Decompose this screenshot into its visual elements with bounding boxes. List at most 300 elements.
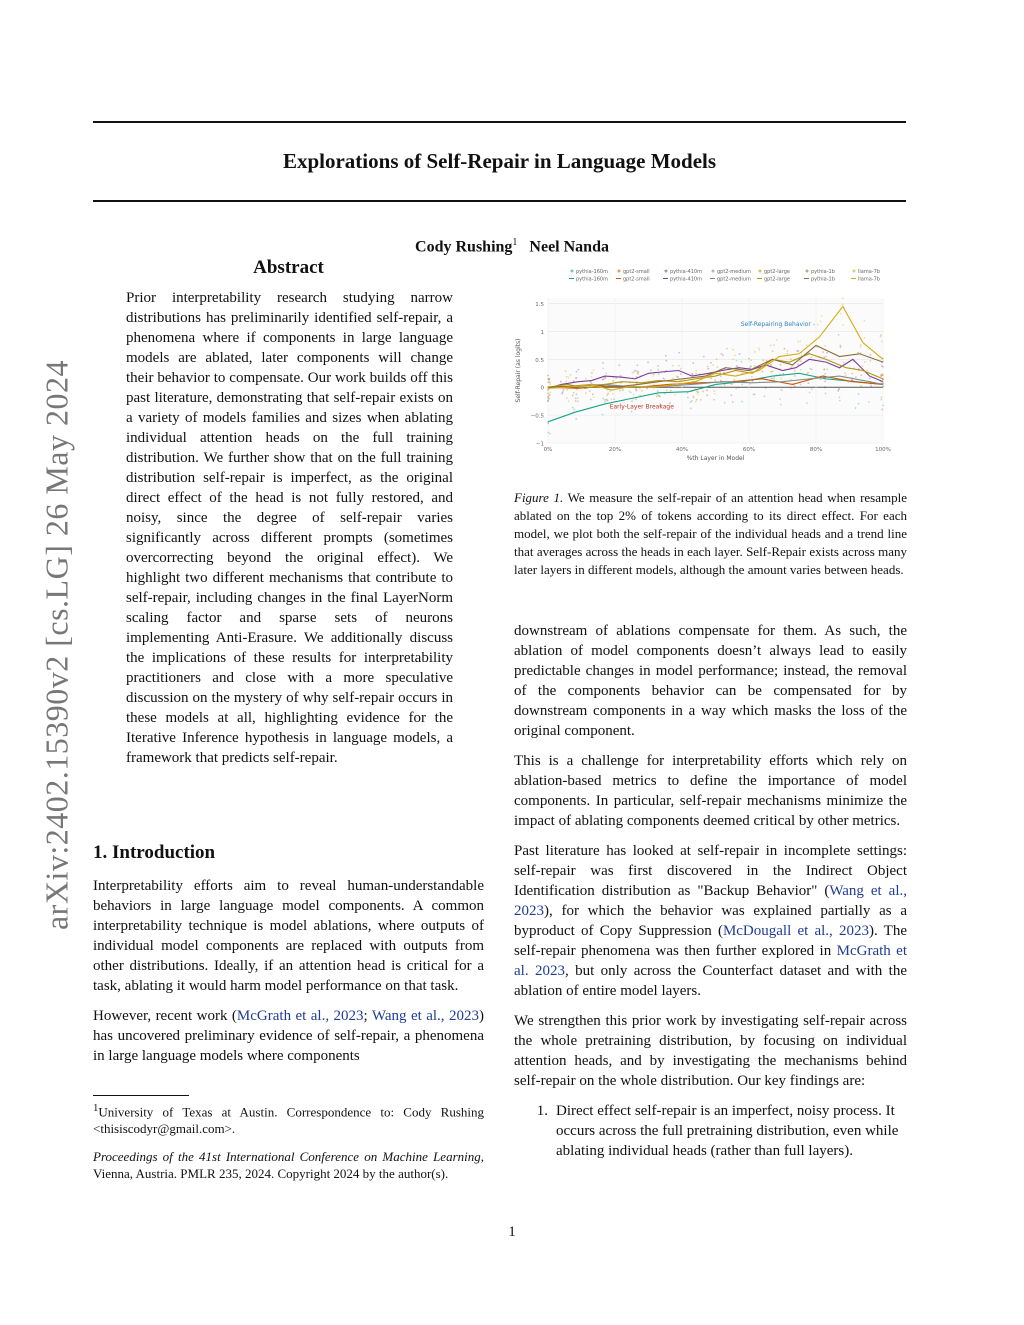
data-point [628,391,630,393]
data-point [547,432,549,434]
data-point [781,389,783,391]
data-point [565,370,567,372]
y-tick-label: −1 [535,441,544,448]
data-point [839,345,841,347]
intro-p2-text-b: ) has uncovered preliminary evidence of self-repair, a phenomena in large language models where components [93,1008,484,1064]
y-tick-label: 0 [540,385,544,392]
legend-label: gpt2-large [764,269,790,275]
data-point [787,350,789,352]
data-point [560,381,562,383]
chart-legend [569,269,880,283]
data-point [823,356,825,358]
data-point [826,368,828,370]
data-point [619,390,621,392]
data-point [609,390,611,392]
data-point [739,353,741,355]
data-point [809,392,811,394]
data-point [657,365,659,367]
data-point [780,404,782,406]
footnote-rule [93,1095,189,1096]
data-point [810,356,812,358]
data-point [568,377,570,379]
data-point [838,334,840,336]
data-point [735,387,737,389]
data-point [851,373,853,375]
data-point [687,397,689,399]
data-point [696,399,698,401]
data-point [737,386,739,388]
data-point [693,395,695,397]
data-point [860,385,862,387]
data-point [605,377,607,379]
data-point [842,324,844,326]
data-point [825,393,827,395]
data-point [864,361,866,363]
citation-wang-2[interactable]: Wang et al., 2023 [514,883,907,919]
data-point [650,369,652,371]
data-point [549,392,551,394]
legend-label: llama-7b [858,276,880,283]
data-point [765,387,767,389]
legend-marker-points [665,270,668,273]
data-point [724,402,726,404]
data-point [770,386,772,388]
data-point [572,395,574,397]
data-point [647,361,649,363]
data-point [613,398,615,400]
data-point [797,341,799,343]
data-point [857,352,859,354]
data-point [797,363,799,365]
data-point [713,386,715,388]
data-point [844,372,846,374]
footnote-mark: 1 [93,1102,99,1114]
data-point [732,358,734,360]
data-point [602,414,604,416]
data-point [633,394,635,396]
data-point [716,366,718,368]
data-point [862,365,864,367]
data-point [573,392,575,394]
legend-marker-points [759,270,762,273]
data-point [605,398,607,400]
data-point [845,374,847,376]
data-point [707,368,709,370]
data-point [575,418,577,420]
data-point [820,378,822,380]
data-point [665,355,667,357]
data-point [573,409,575,411]
intro-p2-text-a: However, recent work ( [93,1008,237,1024]
data-point [714,379,716,381]
data-point [806,344,808,346]
x-tick-label: 40% [675,447,689,453]
data-point [770,371,772,373]
data-point [741,401,743,403]
data-point [855,376,857,378]
citation-mcgrath-2[interactable]: McGrath et al. 2023 [514,943,907,979]
data-point [607,392,609,394]
data-point [837,390,839,392]
data-point [824,345,826,347]
data-point [880,399,882,401]
data-point [548,399,550,401]
data-point [634,370,636,372]
data-point [566,389,568,391]
data-point [799,340,801,342]
findings-list-item-1 [514,1101,907,1161]
data-point [732,349,734,351]
data-point [770,377,772,379]
data-point [761,371,763,373]
data-point [715,387,717,389]
data-point [702,391,704,393]
legend-label: pythia-1b [811,276,835,283]
data-point [780,364,782,366]
data-point [665,360,667,362]
data-point [549,433,551,435]
data-point [575,398,577,400]
data-point [695,401,697,403]
author-2: Neel Nanda [529,238,609,256]
legend-label: gpt2-medium [717,269,751,275]
data-point [592,393,594,395]
data-point [610,398,612,400]
caption-text: We measure the self-repair of an attention head when resample ablated on the top 2% of tokens according to its direct effect. For each model, we plot both the self-repair of the individual heads and a trend line that averages across the heads in each layer. Self-Repair exists across many later layers in different models, although the amount varies between heads. [514,490,907,577]
legend-label: gpt2-medium [717,276,751,283]
data-point [811,388,813,390]
intro-paragraph-1: Interpretability efforts aim to reveal human-understandable behaviors in large language model components. A common interpretability technique is model ablations, where outputs of individual model components are replaced with outputs from other distributions. Ideally, if an attention head is critical for a task, ablating it would harm model performance on that task. [93,878,484,994]
data-point [578,369,580,371]
data-point [726,348,728,350]
proceedings-rest: , Vienna, Austria. PMLR 235, 2024. Copyright 2024 by the author(s). [93,1149,484,1181]
data-point [860,346,862,348]
data-point [800,360,802,362]
chart-annotation: Early-Layer Breakage [609,403,674,411]
data-point [713,390,715,392]
data-point [822,351,824,353]
title-bottom-rule [93,200,906,202]
data-point [824,381,826,383]
data-point [786,353,788,355]
data-point [880,334,882,336]
data-point [858,393,860,395]
right-p3-text-a: Past literature has looked at self-repair in incomplete settings: self-repair was first discovered in the Indirect Object Identification distribution as "Backup Behavior" ( [514,843,907,899]
data-point [663,377,665,379]
data-point [861,374,863,376]
data-point [779,398,781,400]
data-point [783,348,785,350]
data-point [809,368,811,370]
data-point [695,370,697,372]
data-point [720,376,722,378]
right-paragraph-2: This is a challenge for interpretability efforts which rely on ablation-based metrics to define the importance of model components. In particular, self-repair mechanisms minimize the impact of ablating components deemed critical by other metrics. [514,753,907,829]
data-point [855,407,857,409]
data-point [870,360,872,362]
data-point [591,376,593,378]
data-point [839,396,841,398]
data-point [657,369,659,371]
data-point [870,354,872,356]
citation-mcdougall[interactable]: McDougall et al., 2023 [722,923,869,939]
citation-wang[interactable]: Wang et al., 2023 [371,1008,479,1024]
data-point [712,364,714,366]
data-point [773,378,775,380]
data-point [612,380,614,382]
data-point [838,388,840,390]
data-point [790,358,792,360]
data-point [695,372,697,374]
legend-label: pythia-410m [670,269,702,275]
paper-title: Explorations of Self-Repair in Language Models [282,149,717,173]
data-point [730,394,732,396]
left-column-body [93,876,484,1076]
data-point [772,350,774,352]
intro-paragraph-2 [93,1006,484,1066]
data-point [794,370,796,372]
data-point [631,372,633,374]
data-point [772,371,774,373]
data-point [656,396,658,398]
arxiv-identifier: arXiv:2402.15390v2 [cs.LG] 26 May 2024 [38,359,75,931]
data-point [577,400,579,402]
data-point [658,373,660,375]
data-point [731,383,733,385]
data-point [565,381,567,383]
data-point [577,397,579,399]
data-point [881,341,883,343]
data-point [758,347,760,349]
data-point [657,390,659,392]
data-point [706,389,708,391]
y-axis-label: Self-Repair (as logits) [515,338,522,403]
data-point [823,369,825,371]
data-point [637,372,639,374]
legend-label: pythia-1b [811,269,835,275]
data-point [602,368,604,370]
x-tick-label: 80% [809,447,823,453]
data-point [796,350,798,352]
data-point [882,374,884,376]
data-point [602,362,604,364]
legend-label: pythia-160m [576,276,608,283]
page-number: 1 [508,1224,516,1240]
y-tick-label: 1 [540,329,544,336]
data-point [618,364,620,366]
data-point [824,386,826,388]
data-point [736,360,738,362]
x-tick-label: 60% [742,447,756,453]
abstract-text: Prior interpretability research studying narrow distributions has preliminarily identified self-repair, a phenomena where if components in large language models are ablated, later components will change their behavior to compensate. Our work builds off this past literature, demonstrating that self-repair exists on a variety of models families and sizes when ablating individual attention heads on the full training distribution. We further show that on the full training distribution self-repair is imperfect, as the original direct effect of the head is not fully restored, and noisy, since the degree of self-repair varies significantly across different prompts (sometimes overcorrecting beyond the original effect). We highlight two different mechanisms that contribute to self-repair, including changes in the final LayerNorm scaling factor and sparse sets of neurons implementing Anti-Erasure. We additionally discuss the implications of these results for interpretability practitioners and close with a more speculative discussion on the mystery of why self-repair occurs in these models at all, highlighting evidence for the Iterative Inference hypothesis in language models, a framework that predicts self-repair. [126,290,453,766]
data-point [646,387,648,389]
data-point [576,393,578,395]
data-point [773,344,775,346]
data-point [605,373,607,375]
data-point [566,397,568,399]
data-point [549,382,551,384]
data-point [724,384,726,386]
data-point [606,394,608,396]
data-point [615,377,617,379]
data-point [870,385,872,387]
legend-label: pythia-410m [670,276,702,283]
data-point [635,389,637,391]
legend-marker-points [853,270,856,273]
data-point [566,376,568,378]
data-point [590,399,592,401]
author-1-affiliation-mark: 1 [512,237,518,248]
data-point [714,393,716,395]
data-point [776,339,778,341]
data-point [652,375,654,377]
x-tick-label: 100% [875,447,891,453]
data-point [794,375,796,377]
data-point [562,391,564,393]
data-point [754,365,756,367]
data-point [575,400,577,402]
data-point [572,407,574,409]
data-point [858,403,860,405]
data-point [585,392,587,394]
data-point [800,369,802,371]
data-point [753,394,755,396]
data-point [806,402,808,404]
data-point [821,315,823,317]
data-point [882,404,884,406]
data-point [703,356,705,358]
section-heading-introduction: 1. Introduction [93,842,216,863]
data-point [737,366,739,368]
data-point [680,373,682,375]
legend-marker-points [618,270,621,273]
y-tick-label: 1.5 [535,302,544,309]
right-p3-text-c: ). The self-repair phenomena was then further explored in [514,923,907,959]
data-point [741,383,743,385]
data-point [882,366,884,368]
data-point [604,401,606,403]
data-point [547,422,549,424]
data-point [864,320,866,322]
data-point [575,377,577,379]
data-point [807,382,809,384]
data-point [676,376,678,378]
right-p3-text-d: , but only across the Counterfact dataset and with the ablation of entire model layers. [514,963,907,999]
data-point [639,394,641,396]
data-point [754,351,756,353]
top-rule [93,121,906,123]
data-point [842,304,844,306]
data-point [825,356,827,358]
data-point [591,372,593,374]
data-point [764,395,766,397]
data-point [713,399,715,401]
data-point [692,362,694,364]
data-point [741,361,743,363]
data-point [622,389,624,391]
data-point [670,390,672,392]
data-point [733,379,735,381]
data-point [602,397,604,399]
data-point [641,390,643,392]
author-1: Cody Rushing [415,238,513,256]
data-point [759,349,761,351]
data-point [881,409,883,411]
data-point [593,396,595,398]
data-point [794,386,796,388]
data-point [800,384,802,386]
data-point [666,390,668,392]
data-point [750,360,752,362]
data-point [674,394,676,396]
right-p3-text-b: ), for which the behavior was explained partially as a byproduct of Copy Suppression ( [514,903,907,939]
data-point [631,400,633,402]
citation-mcgrath[interactable]: McGrath et al., 2023 [236,1008,364,1024]
data-point [716,358,718,360]
data-point [762,359,764,361]
data-point [807,372,809,374]
data-point [612,393,614,395]
data-point [751,376,753,378]
data-point [839,400,841,402]
data-point [639,388,641,390]
data-point [843,362,845,364]
data-point [706,394,708,396]
data-point [748,358,750,360]
data-point [882,382,884,384]
data-point [635,398,637,400]
y-tick-label: 0.5 [535,357,544,364]
data-point [790,387,792,389]
data-point [547,375,549,377]
data-point [576,371,578,373]
proceedings-venue: Proceedings of the 41st International Conference on Machine Learning [93,1149,481,1164]
data-point [817,324,819,326]
proceedings-note [93,1148,484,1182]
data-point [691,400,693,402]
data-point [636,370,638,372]
data-point [659,396,661,398]
data-point [860,344,862,346]
data-point [548,378,550,380]
data-point [672,377,674,379]
data-point [721,353,723,355]
data-point [636,364,638,366]
footnote-text: University of Texas at Austin. Correspondence to: Cody Rushing <thisiscodyr@gmail.com>. [93,1104,484,1137]
data-point [707,366,709,368]
data-point [868,401,870,403]
legend-label: llama-7b [858,269,880,275]
x-tick-label: 0% [543,447,553,453]
data-point [820,321,822,323]
data-point [710,377,712,379]
data-point [690,407,692,409]
legend-label: pythia-160m [576,269,608,275]
data-point [826,352,828,354]
legend-marker-points [712,270,715,273]
data-point [631,411,633,413]
figure-1-caption [514,489,907,579]
data-point [697,391,699,393]
right-paragraph-1: downstream of ablations compensate for them. As such, the ablation of model components doesn’t always lead to easily predictable changes in model performance; instead, the removal of the components behavior can be compensated for by downstream components in a way which masks the loss of the original component. [514,623,907,739]
data-point [780,378,782,380]
data-point [732,401,734,403]
data-point [700,399,702,401]
figure-1-chart [508,262,900,467]
list-number: 1. [536,1103,548,1119]
data-point [882,385,884,387]
legend-label: gpt2-small [623,269,650,275]
data-point [680,368,682,370]
